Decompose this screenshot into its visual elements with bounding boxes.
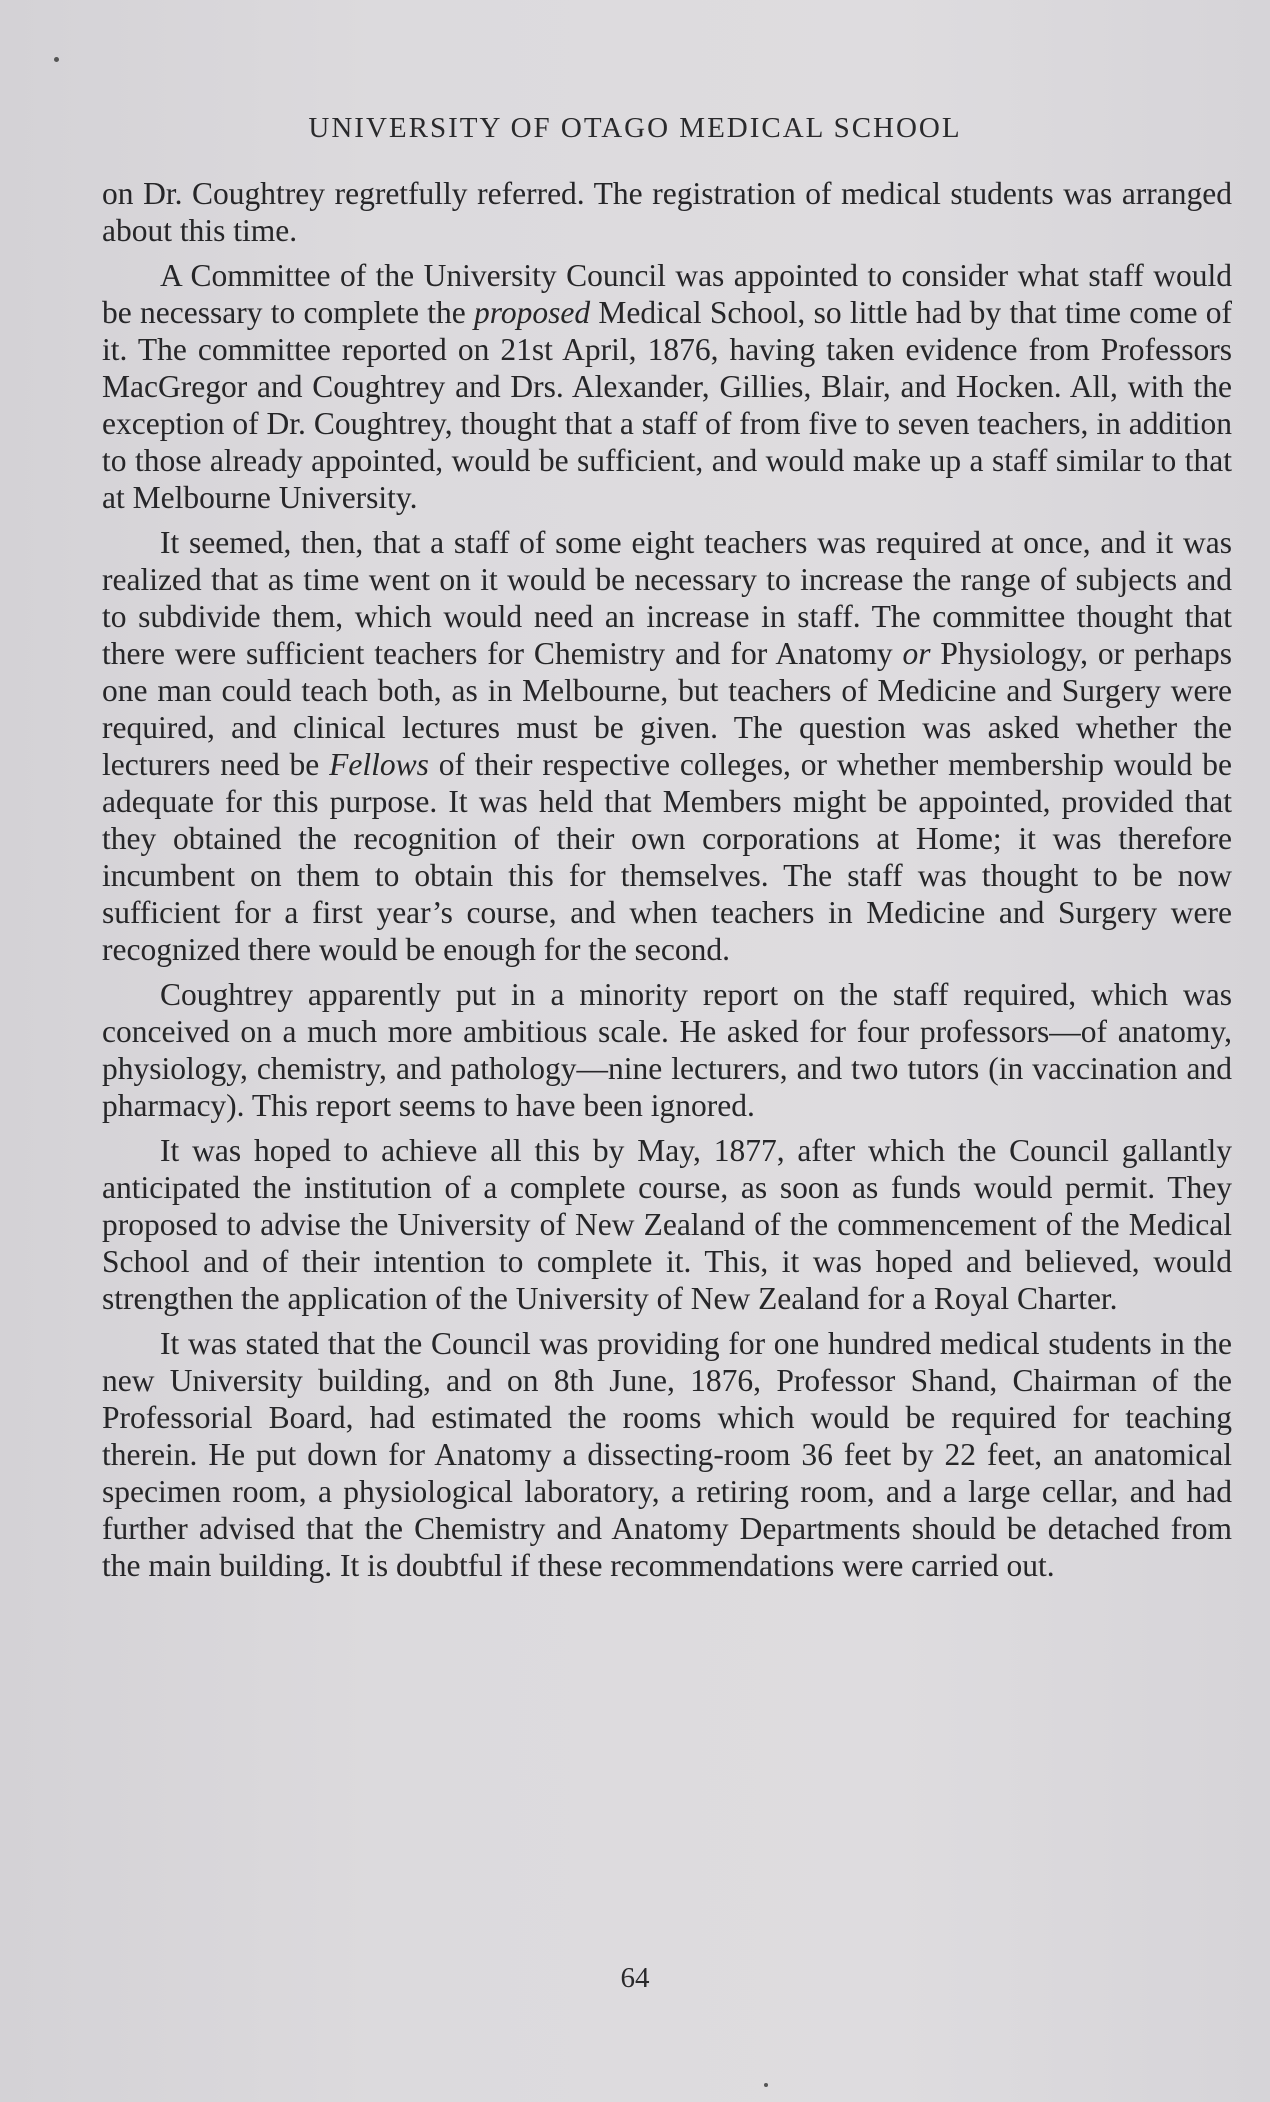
paragraph (102, 175, 1232, 249)
paragraph-text: Medical School, so little had by that time come of it. The committee reported on 21st April, 1876, having taken evidence from Professors MacGregor and Coughtrey and Drs. Alexander, Gillies, Blair, and Hocken. All, with the exception of Dr. Coughtrey, thought that a staff of from five to seven teachers, in addition to those already appointed, would be sufficient, and would make up a staff similar to that at Melbourne University. (102, 295, 1232, 515)
italic-text: or (902, 636, 931, 671)
paragraph-text: Physiology, or perhaps one man could teach both, as in Melbourne, but teachers of Medicine and Surgery were required, and clinical lectures must be given. The question was asked whether the lecturers need be (102, 636, 1233, 782)
paragraph-text: A Committee of the University Council was appointed to consider what staff would be necessary to complete the (102, 258, 1232, 330)
paragraph (102, 1132, 1232, 1317)
paragraph-text: of their respective colleges, or whether membership would be adequate for this purpose. It was held that Members might be appointed, provided that they obtained the recognition of their own corporations at Home; it was therefore incumbent on them to obtain this for themselves. The staff was thought to be now sufficient for a first year’s course, and when teachers in Medicine and Surgery were recognized there would be enough for the second. (102, 747, 1232, 967)
italic-text: Fellows (329, 747, 429, 782)
paragraph-text: Coughtrey apparently put in a minority report on the staff required, which was conceived on a much more ambitious scale. He asked for four professors—of anatomy, physiology, chemistry, and pathology—nine lecturers, and two tutors (in vaccination and pharmacy). This report seems to have been ignored. (102, 977, 1232, 1123)
ink-speck (764, 2083, 768, 2087)
ink-speck (54, 57, 59, 62)
body-text (102, 175, 1232, 1592)
paragraph-text: It was hoped to achieve all this by May, 1877, after which the Council gallantly anticipated the institution of a complete course, as soon as funds would permit. They proposed to advise the University of New Zealand of the commencement of the Medical School and of their intention to complete it. This, it was hoped and believed, would strengthen the application of the University of New Zealand for a Royal Charter. (102, 1133, 1232, 1316)
page-number: 64 (620, 1962, 650, 1994)
paragraph-text: It seemed, then, that a staff of some eight teachers was required at once, and it was realized that as time went on it would be necessary to increase the range of subjects and to subdivide them, which would need an increase in staff. The committee thought that there were sufficient teachers for Chemistry and for Anatomy (102, 525, 1232, 671)
paragraph-text: It was stated that the Council was providing for one hundred medical students in the new University building, and on 8th June, 1876, Professor Shand, Chairman of the Professorial Board, had estimated the rooms which would be required for teaching therein. He put down for Anatomy a dissecting-room 36 feet by 22 feet, an anatomical specimen room, a physiological laboratory, a retiring room, and a large cellar, and had further advised that the Chemistry and Anatomy Departments should be detached from the main building. It is doubtful if these recommendations were carried out. (102, 1326, 1232, 1583)
paragraph-text: on Dr. Coughtrey regretfully referred. The registration of medical students was arranged about this time. (102, 176, 1232, 248)
paragraph (102, 257, 1232, 516)
paragraph (102, 976, 1232, 1124)
italic-text: proposed (474, 295, 591, 330)
running-head: UNIVERSITY OF OTAGO MEDICAL SCHOOL (308, 112, 962, 144)
paragraph (102, 524, 1232, 968)
paragraph (102, 1325, 1232, 1584)
